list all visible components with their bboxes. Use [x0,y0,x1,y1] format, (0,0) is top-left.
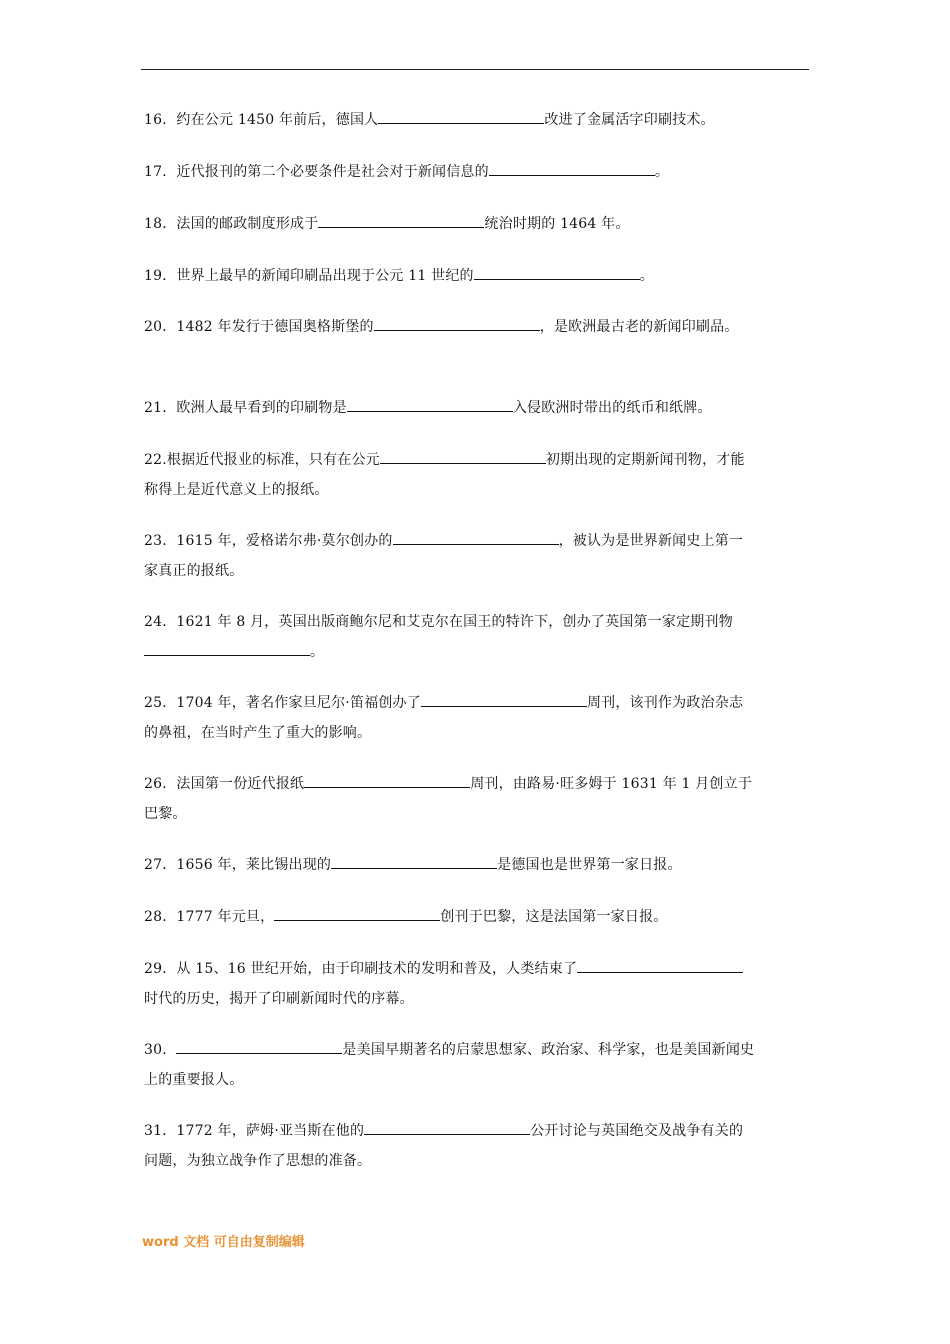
question-text: 。 [639,268,654,284]
fill-blank[interactable] [421,693,587,707]
question-27 [144,850,756,880]
question-number: 21． [144,400,177,416]
fill-blank[interactable] [364,1121,530,1135]
question-number: 29． [144,961,177,977]
question-text: 周刊，由路易·旺多姆于 1631 年 1 月创立于巴黎。 [144,776,753,822]
question-number: 26． [144,776,177,792]
question-number: 27． [144,857,177,873]
question-text: 1704 年，著名作家旦尼尔·笛福创办了 [176,695,421,711]
question-text: 是美国早期著名的启蒙思想家、政治家、科学家，也是美国新闻史上的重要报人。 [144,1042,755,1088]
question-16 [144,105,756,135]
question-number: 30． [144,1042,177,1058]
fill-blank[interactable] [347,398,513,412]
question-text: 1772 年，萨姆·亚当斯在他的 [176,1123,365,1139]
question-text: 时代的历史，揭开了印刷新闻时代的序幕。 [144,991,414,1007]
question-text: 世界上最早的新闻印刷品出现于公元 11 世纪的 [176,268,474,284]
question-text: 法国的邮政制度形成于 [176,216,319,232]
question-28 [144,902,756,932]
question-29 [144,954,756,1014]
question-text: 1777 年元旦， [176,909,275,925]
question-text: 。 [654,164,670,180]
question-text: 1615 年，爱格诺尔弗·莫尔创办的 [176,533,393,549]
question-number: 20． [144,319,177,335]
question-text: 法国第一份近代报纸 [176,776,305,792]
question-text: 。 [310,644,325,660]
question-number: 22. [144,452,167,468]
fill-blank[interactable] [274,907,440,921]
question-number: 19． [144,268,177,284]
fill-blank[interactable] [577,959,743,973]
question-text: 欧洲人最早看到的印刷物是 [176,400,347,416]
question-number: 16． [144,112,177,128]
question-20 [144,312,756,342]
question-text: 从 15、16 世纪开始，由于印刷技术的发明和普及，人类结束了 [176,961,578,977]
fill-blank[interactable] [393,531,559,545]
question-23 [144,526,756,586]
question-22 [144,445,756,505]
question-21 [144,393,756,423]
question-24 [144,607,756,667]
fill-blank[interactable] [378,110,544,124]
question-text: 入侵欧洲时带出的纸币和纸牌。 [512,400,712,416]
question-text: 改进了金属活字印刷技术。 [544,112,715,128]
question-number: 28． [144,909,177,925]
question-text: 是德国也是世界第一家日报。 [497,857,682,873]
question-30 [144,1035,756,1095]
question-26 [144,769,756,829]
question-25 [144,688,756,748]
question-text: 初期出现的定期新闻刊物，才能称得上是近代意义上的报纸。 [144,452,745,498]
fill-blank[interactable] [144,642,310,656]
question-17 [144,157,756,187]
footer-watermark: word 文档 可自由复制编辑 [142,1235,305,1250]
fill-blank[interactable] [331,855,497,869]
question-text: ，是欧洲最古老的新闻印刷品。 [539,319,739,335]
question-text: 创刊于巴黎，这是法国第一家日报。 [440,909,668,925]
question-text: 近代报刊的第二个必要条件是社会对于新闻信息的 [176,164,489,180]
question-text: 约在公元 1450 年前后，德国人 [176,112,379,128]
question-number: 18． [144,216,177,232]
fill-blank[interactable] [374,317,540,331]
header-rule [141,69,809,70]
question-19 [144,261,756,291]
question-18 [144,209,756,239]
question-text: 根据近代报业的标准，只有在公元 [166,452,380,468]
fill-blank[interactable] [489,162,655,176]
question-number: 17． [144,164,177,180]
question-number: 25． [144,695,177,711]
question-text: 1482 年发行于德国奥格斯堡的 [176,319,374,335]
question-text: 周刊，该刊作为政治杂志的鼻祖，在当时产生了重大的影响。 [144,695,744,741]
question-number: 31． [144,1123,177,1139]
question-text: 统治时期的 1464 年。 [484,216,630,232]
question-text: 1656 年，莱比锡出现的 [176,857,332,873]
question-text: 1621 年 8 月，英国出版商鲍尔尼和艾克尔在国王的特许下，创办了英国第一家定期刊物 [176,614,733,630]
fill-blank[interactable] [318,214,484,228]
fill-blank[interactable] [304,774,470,788]
fill-blank[interactable] [176,1040,342,1054]
fill-blank[interactable] [474,266,640,280]
question-text: 公开讨论与英国绝交及战争有关的问题，为独立战争作了思想的准备。 [144,1123,744,1169]
question-text: ，被认为是世界新闻史上第一家真正的报纸。 [144,533,744,579]
question-number: 23． [144,533,177,549]
fill-blank[interactable] [380,450,546,464]
question-number: 24． [144,614,177,630]
question-31 [144,1116,756,1176]
